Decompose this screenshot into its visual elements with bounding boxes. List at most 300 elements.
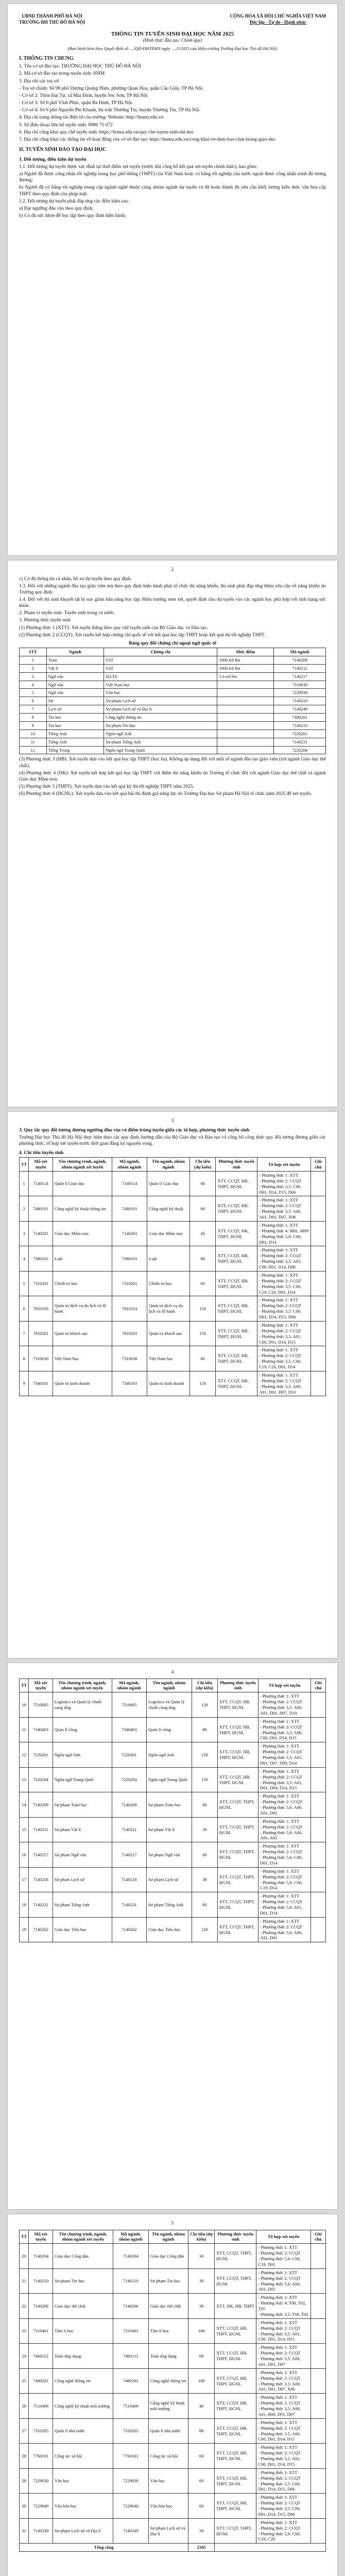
quota-cell: XTT, CCQT, HB, THPT, ĐGNL: [216, 1246, 257, 1272]
quota-cell: - Phương thức 1: XTT - Phương thức 2: CCQT - Phương thức 5,6: A01, D01, D14: [258, 1892, 311, 1918]
certificate-cell: 7220201: [274, 730, 326, 738]
table-row: [20, 1171, 326, 1196]
quota-cell: Công nghệ kỹ thuật thông tin: [53, 1196, 112, 1222]
quota-cell: Sư phạm Tiếng Anh: [53, 1892, 112, 1918]
certificate-cell: Vật lí: [46, 664, 104, 672]
quota-cell: Quản trị kinh doanh: [53, 1371, 112, 1396]
quota-cell: Sư phạm Lịch sử và Địa lí: [53, 2518, 113, 2544]
quota-cell: - Phương thức 1: XTT - Phương thức 2: CCQT - Phương thức 5,6: C00, C19, C20: [256, 2518, 310, 2544]
quota-cell: [310, 2494, 325, 2519]
certificate-table: [19, 648, 326, 754]
quota-cell: XTT, CCQT, HB, THPT, ĐGNL: [216, 1346, 257, 1371]
certificate-cell: [217, 746, 274, 754]
quota-cell: Tâm lí học: [53, 2318, 113, 2344]
quota-cell: 9: [20, 1371, 29, 1396]
quota-cell: 30: [192, 1817, 218, 1842]
page-2-after-lines: [19, 756, 326, 797]
certificate-cell: Lịch sử: [46, 705, 104, 714]
quota-cell: 45: [190, 1221, 216, 1246]
certificate-cell: IELTS: [104, 672, 217, 681]
quota-cell: [311, 1867, 326, 1892]
quota-cell: Luật: [147, 1246, 190, 1272]
quota-cell: [310, 1296, 325, 1321]
quota-cell: 14: [20, 1792, 29, 1818]
table-row: [20, 2268, 326, 2294]
quota-cell: 7310401: [29, 2318, 53, 2344]
quota-cell: - Phương thức 1: XTT - Phương thức 2: CCQT - Phương thức 3,5: A01, C00, D01, D14, D15: [256, 2318, 310, 2344]
quota-cell: Chính trị học: [53, 1271, 112, 1296]
quota-cell: 12: [20, 1742, 29, 1768]
quota-cell: 80: [190, 1246, 216, 1272]
table-row: [20, 2468, 326, 2494]
national-motto: Độc lập - Tự do - Hạnh phúc: [249, 19, 306, 25]
quota-cell: [310, 1321, 325, 1346]
table-row: [20, 2518, 326, 2544]
quota-cell: 60: [192, 1792, 218, 1818]
method-line-0: c) Có đủ thông tin cá nhân, hồ sơ dự tuyển theo quy định.: [19, 576, 132, 582]
quota-cell: XTT, CCQT, THPT, ĐGNL: [215, 2268, 256, 2294]
certificate-cell: SAT: [104, 656, 217, 664]
info-line-10: 7. Địa chỉ công khai các thông tin về hoạt động của cơ sở đào tạo: https://hnmu.edu.vn/cong-khai-ve-dam-bao-chat-luong-giao-duc: [19, 137, 276, 142]
quota-cell: - Phương thức 1: XTT - Phương thức 2: CCQT - Phương thức 5,6: A00, A01, D01: [258, 1917, 311, 1942]
quota-cell: 7480101: [29, 1196, 53, 1222]
certificate-cell: 8: [20, 714, 47, 722]
quota-cell: 13: [20, 1767, 29, 1792]
quota-header-cell: Ghi chú: [311, 1679, 326, 1692]
quota-cell: 7340101: [29, 1371, 53, 1396]
quota-cell: 11: [20, 1717, 29, 1742]
quota-cell: 7340403: [29, 1717, 53, 1742]
quota-cell: 60: [190, 1196, 216, 1222]
quota-cell: 7140206: [113, 2294, 149, 2319]
quota-cell: 31: [20, 2518, 29, 2544]
certificate-cell: [217, 681, 274, 689]
quota-cell: [310, 2244, 325, 2269]
quota-table-part-3: [19, 2230, 326, 2552]
quota-header-cell: Chỉ tiêu (dự kiến): [190, 1158, 216, 1172]
quota-header-cell: Tên ngành, nhóm ngành: [147, 1158, 190, 1172]
certificate-cell: Sư phạm Lịch sử và Địa lí: [104, 705, 217, 714]
quota-cell: 7140209: [29, 1792, 53, 1818]
total-empty: [215, 2544, 326, 2552]
quota-header-cell: Chỉ tiêu (dự kiến): [188, 2230, 215, 2244]
method-line-6: (2) Phương thức 2 (CCQT): Xét tuyển kết hợp chứng chỉ quốc tế với kết quả học tập THPT hoặc kết quả thi tốt nghiệp THPT.: [19, 632, 266, 638]
table-row: [20, 1371, 326, 1396]
criteria-line-0: 1.1. Đối tượng dự tuyển được xác định tại thời điểm xét tuyển (trước khi công bố kết quả xét tuyển chính thức), bao gồm:: [19, 164, 257, 170]
quota-header-cell: Tên chương trình, ngành, nhóm ngành xét tuyển: [53, 2230, 113, 2244]
section-1-heading: I. THÔNG TIN CHUNG: [19, 55, 74, 61]
table-row: [20, 714, 326, 722]
quota-cell: [311, 1767, 326, 1792]
quota-cell: Văn học: [148, 2468, 188, 2494]
quota-cell: [311, 1842, 326, 1868]
quota-cell: [310, 1371, 325, 1396]
quota-cell: 7480201: [113, 2368, 149, 2394]
quota-cell: [310, 1221, 325, 1246]
quota-cell: 30: [188, 2244, 215, 2269]
quota-cell: Ngôn ngữ Anh: [146, 1742, 192, 1768]
quota-cell: 7220201: [29, 1742, 53, 1768]
certificate-cell: [217, 738, 274, 746]
quota-cell: 80: [192, 1717, 218, 1742]
criteria-line-1: a) Người đã được công nhận tốt nghiệp trung học phổ thông (THPT) của Việt Nam hoặc có bằng tốt nghiệp của nước ngoài được công nhận trình độ tương đương;: [19, 172, 326, 183]
quota-cell: Ngôn ngữ Anh: [53, 1742, 112, 1768]
quota-cell: Sư phạm Ngữ văn: [146, 1842, 192, 1868]
document-title: THÔNG TIN TUYỂN SINH ĐẠI HỌC NĂM 2025: [111, 31, 234, 38]
table-row: [20, 721, 326, 730]
quota-cell: XTT, CCQT, THPT, ĐGNL: [217, 1842, 258, 1868]
quota-cell: 7810103: [112, 1296, 147, 1321]
quota-header-cell: Ghi chú: [310, 1158, 325, 1172]
quota-cell: 120: [192, 1917, 218, 1942]
quota-cell: 7: [20, 1321, 29, 1346]
quota-cell: 3: [20, 1221, 29, 1246]
quota-cell: XTT, CCQT, HB, THPT, ĐGNL: [215, 2444, 256, 2469]
quota-cell: Sư phạm Vật lí: [53, 1817, 112, 1842]
quota-cell: Sư phạm Lịch sử và Địa lí: [148, 2518, 188, 2544]
quota-cell: 150: [190, 1296, 216, 1321]
quota-cell: [311, 1817, 326, 1842]
page-2-lines: [19, 576, 326, 638]
quota-cell: - Phương thức 1: XTT - Phương thức 2: CCQT - Phương thức 3,5: C00, D01, D14, D15, D66: [256, 2494, 310, 2519]
quota-cell: XTT, CCQT, HB, THPT, ĐGNL: [215, 2494, 256, 2519]
certificate-cell: 7140211: [274, 664, 326, 672]
quota-cell: 24: [20, 2344, 29, 2369]
table-row: [20, 1917, 326, 1942]
table-row: [20, 2368, 326, 2394]
quota-cell: Logistics và Quản lý chuỗi cung ứng: [146, 1692, 192, 1718]
quota-cell: Toán ứng dụng: [53, 2344, 113, 2369]
quota-cell: 40: [188, 2394, 215, 2419]
table-row: [20, 2294, 326, 2319]
quota-cell: 7229030: [113, 2468, 149, 2494]
quota-cell: XTT, CCQT, THPT, ĐGNL: [217, 1867, 258, 1892]
quota-cell: 7140211: [29, 1817, 53, 1842]
table-row: [20, 730, 326, 738]
page-number: 5: [171, 2221, 174, 2226]
criteria-line-2: b) Người đã có bằng tốt nghiệp trung cấp ngành nghề thuộc cùng nhóm ngành dự tuyển và đã hoàn thành đủ yêu cầu khối lượng kiến thức văn hóa cấp THPT theo quy định của pháp luật.: [19, 185, 326, 197]
quota-cell: 27: [20, 2418, 29, 2444]
quota-table-part-1: [19, 1157, 326, 1396]
certificate-cell: 7140217: [274, 672, 326, 681]
quota-cell: 7140218: [29, 1867, 53, 1892]
quota-cell: 60: [188, 2494, 215, 2519]
quota-cell: 7140217: [29, 1842, 53, 1868]
certificate-cell: Ngữ văn: [46, 681, 104, 689]
table-row: [20, 689, 326, 697]
quota-cell: Sư phạm Toán học: [53, 1792, 112, 1818]
table-row: [20, 1817, 326, 1842]
certificate-cell: Ngữ văn: [46, 689, 104, 697]
issuer-block: [19, 13, 85, 25]
table-row: [20, 2444, 326, 2469]
quota-cell: 7140204: [29, 2244, 53, 2269]
certificate-cell: Sư phạm Tiếng Anh: [104, 738, 217, 746]
table-row: [20, 681, 326, 689]
quota-cell: 7229040: [113, 2494, 149, 2519]
info-line-8: 5. Số điện thoại liên hệ tuyển sinh: 0986 75 072: [19, 122, 113, 128]
table-row: [20, 2244, 326, 2269]
quota-cell: - Phương thức 1: XTT - Phương thức 2: CCQT - Phương thức 3,5: A00, C00, D01, D14, D15: [258, 1717, 311, 1742]
quota-cell: - Phương thức 1: XTT - Phương thức 2: CCQT - Phương thức 3,5: A01, D01, D04, D14, D15: [258, 1767, 311, 1792]
certificate-cell: Ngôn ngữ Trung Quốc: [104, 746, 217, 754]
quota-cell: XTT, CCQT, HB, THPT, ĐGNL: [217, 1742, 258, 1768]
certificate-cell: 11: [20, 738, 47, 746]
quota-cell: Ngôn ngữ Trung Quốc: [53, 1767, 112, 1792]
quota-cell: 7460112: [113, 2344, 149, 2369]
certificate-cell: [217, 689, 274, 697]
quota-cell: 20: [20, 2244, 29, 2269]
quota-cell: 7229040: [29, 2494, 53, 2519]
quota-cell: XTT, CCQT, HB, THPT, ĐGNL: [217, 1692, 258, 1718]
quota-cell: 28: [20, 2444, 29, 2469]
certificate-cell: 5: [20, 689, 47, 697]
quota-cell: 19: [20, 1917, 29, 1942]
certificate-cell: 5.0 trở lên: [217, 672, 274, 681]
info-line-1: 2. Mã cơ sở đào tạo trong tuyển sinh: HNM: [19, 71, 105, 77]
quota-cell: Giáo dục Công dân: [148, 2244, 188, 2269]
quota-cell: - Phương thức 1: XTT - Phương thức 2: CCQT - Phương thức 5,6: C00, C19, D01: [256, 2244, 310, 2269]
quota-header-cell: TT: [20, 1158, 29, 1172]
quota-cell: 8: [20, 1346, 29, 1371]
quota-cell: Tâm lí học: [148, 2318, 188, 2344]
certificate-cell: 7310630: [274, 681, 326, 689]
subsection-4-heading: 4. Chỉ tiêu tuyển sinh: [19, 1150, 64, 1156]
quota-cell: 7380101: [29, 1246, 53, 1272]
quota-table-header: [20, 1679, 326, 1692]
certificate-cell: Tiếng Trung: [46, 746, 104, 754]
quota-table-part-2: [19, 1679, 326, 1943]
quota-cell: 7140210: [113, 2268, 149, 2294]
quota-cell: Văn hóa học: [53, 2494, 113, 2519]
table-row: [20, 1742, 326, 1768]
certificate-cell: Sư phạm Tin học: [104, 721, 217, 730]
info-line-9: 6. Địa chỉ công khai quy chế tuyển sinh: https://hnmu.edu.vn/quy-che-tuyen-sinh-dai-hoc: [19, 129, 194, 135]
quota-header-cell: Ghi chú: [310, 2230, 325, 2244]
quota-cell: XTT, CCQT, HB, THPT, ĐGNL: [216, 1296, 257, 1321]
quota-cell: 7220201: [112, 1742, 146, 1768]
quota-cell: Sư phạm Lịch sử: [146, 1867, 192, 1892]
quota-cell: 60: [192, 1892, 218, 1918]
quota-cell: Giáo dục Tiểu học: [53, 1917, 112, 1942]
document-page-1: [8, 4, 337, 555]
table-row: [20, 1271, 326, 1296]
certificate-cell: Sư phạm Lịch sử: [104, 697, 217, 705]
certificate-cell: Toán: [46, 656, 104, 664]
quota-cell: Giáo dục Công dân: [53, 2244, 113, 2269]
quota-cell: 23: [20, 2318, 29, 2344]
quota-cell: [310, 1246, 325, 1272]
quota-header-cell: TT: [20, 1679, 29, 1692]
quota-cell: Công nghệ kỹ thuật môi trường: [148, 2394, 188, 2419]
table-row: [20, 2394, 326, 2419]
document-subtitle: (Hình thức đào tạo: Chính quy): [143, 38, 202, 43]
table-row: [20, 1296, 326, 1321]
certificate-cell: [217, 714, 274, 722]
quota-cell: 6: [20, 1296, 29, 1321]
quota-cell: Quản trị dịch vụ du lịch và lữ hành: [147, 1296, 190, 1321]
quota-cell: XTT, CCQT, HB, THPT, ĐGNL: [216, 1371, 257, 1396]
quota-cell: 7310205: [113, 2418, 149, 2444]
method-after-line-1: (4) Phương thức 4 (NK): Xét tuyển kết hợp kết quả học tập THPT với điểm thi năng khiếu do Trường tổ chức đối với ngành Giáo dục thể chất và ngành Giáo dục Mầm non.: [19, 770, 326, 782]
quota-cell: - Phương thức 1: XTT - Phương thức 2: CCQT - Phương thức 3,5: A01, C00, D01, D14, D66: [257, 1246, 311, 1272]
table-row: [20, 656, 326, 664]
document-header: [19, 13, 326, 25]
quota-cell: [310, 2318, 325, 2344]
quota-cell: Quản lí nhà nước: [53, 2418, 113, 2444]
section-1-lines: [19, 63, 326, 143]
subsection-1-lines: [19, 164, 326, 219]
certificate-cell: Việt Nam học: [104, 681, 217, 689]
certificate-cell: 4: [20, 681, 47, 689]
certificate-cell: [217, 721, 274, 730]
certificate-cell: Tin học: [46, 714, 104, 722]
quota-cell: XTT, CCQT, HB, THPT, ĐGNL: [216, 1321, 257, 1346]
quota-cell: Sư phạm Toán học: [146, 1792, 192, 1818]
quota-cell: XTT, CCQT, HB, THPT, ĐGNL: [215, 2468, 256, 2494]
quota-header-cell: Tổ hợp xét tuyển: [258, 1679, 311, 1692]
quota-cell: XTT, CCQT, THPT, ĐGNL: [217, 1917, 258, 1942]
quota-cell: Quản lí nhà nước: [148, 2418, 188, 2444]
quota-cell: [311, 1917, 326, 1942]
quota-cell: 7510605: [29, 1692, 53, 1718]
info-line-6: - Cơ sở 4: Số 6 phố Nguyễn Phi Khanh, thị trấn Thường Tín, huyện Thường Tín, TP Hà Nội.: [19, 108, 201, 113]
quota-cell: Công nghệ thông tin: [148, 2368, 188, 2394]
table-1-caption: Bảng quy đổi chứng chỉ ngoại ngữ quốc tế: [128, 640, 217, 646]
quota-cell: Giáo dục thể chất: [53, 2294, 113, 2319]
quota-header-cell: Tên ngành, nhóm ngành: [146, 1679, 192, 1692]
quota-cell: 7760101: [113, 2444, 149, 2469]
subsection-1-heading: 1. Đối tượng, điều kiện dự tuyển: [19, 157, 87, 162]
quota-cell: XTT, CCQT, HB, THPT, ĐGNL: [216, 1271, 257, 1296]
quota-cell: - Phương thức 1: XTT - Phương thức 2: CCQT - Phương thức 5,6: C00, C19, D14: [258, 1867, 311, 1892]
quota-cell: [310, 2418, 325, 2444]
certificate-cell: 3: [20, 672, 47, 681]
table-row: [20, 1717, 326, 1742]
quota-cell: Quản lí công: [146, 1717, 192, 1742]
quota-header-cell: Mã xét tuyển: [29, 1679, 53, 1692]
certificate-header-cell: STT: [20, 648, 47, 656]
certificate-cell: 7480201: [274, 714, 326, 722]
quota-cell: 30: [188, 2268, 215, 2294]
quota-cell: - Phương thức 1: XTT - Phương thức 2: CCQT - Phương thức 3,5: A00, A01, D01, D07, D10: [257, 1371, 311, 1396]
quota-cell: 7310630: [112, 1346, 147, 1371]
total-value: 2345: [188, 2544, 215, 2552]
method-after-line-2: (5) Phương thức 5 (THPT): Xét tuyển dựa vào kết quả kỳ thi tốt nghiệp THPT năm 2025.: [19, 784, 194, 790]
quota-cell: 7140201: [29, 1221, 53, 1246]
quota-cell: 7760101: [29, 2444, 53, 2469]
table-row: [20, 1892, 326, 1918]
quota-cell: 7140210: [29, 2268, 53, 2294]
quota-cell: Công tác xã hội: [148, 2444, 188, 2469]
quota-cell: Logistics và Quản lý chuỗi cung ứng: [53, 1692, 112, 1718]
quota-header-cell: Tổ hợp xét tuyển: [257, 1158, 311, 1172]
certificate-cell: Sử: [46, 697, 104, 705]
certificate-cell: SAT: [104, 664, 217, 672]
quota-cell: 150: [190, 1371, 216, 1396]
quota-cell: XTT, CCQT, HB, THPT, ĐGNL: [215, 2418, 256, 2444]
quota-cell: 7510406: [113, 2394, 149, 2419]
quota-cell: Việt Nam học: [53, 1346, 112, 1371]
certificate-cell: 7229030: [274, 689, 326, 697]
quota-cell: 150: [192, 1742, 218, 1768]
quota-cell: Công nghệ thông tin: [53, 2368, 113, 2394]
certificate-cell: Ngữ văn: [46, 672, 104, 681]
table-row: [20, 1221, 326, 1246]
quota-cell: XTT, CCQT, HB, THPT, ĐGNL: [216, 1171, 257, 1196]
document-page-3: [8, 1112, 337, 1658]
table-row: [20, 1867, 326, 1892]
criteria-line-5: b) Có đủ sức khỏe để học tập theo quy định hiện hành;: [19, 213, 126, 219]
quota-cell: 7140249: [113, 2518, 149, 2544]
table-row: [20, 738, 326, 746]
table-row: [20, 697, 326, 705]
quota-cell: 7810201: [29, 1321, 53, 1346]
quota-cell: Giáo dục Mầm non: [147, 1221, 190, 1246]
quota-cell: 7810103: [29, 1296, 53, 1321]
quota-cell: 7480201: [29, 2368, 53, 2394]
certificate-cell: 2: [20, 664, 47, 672]
quota-cell: [310, 2518, 325, 2544]
quota-cell: - Phương thức 1: XTT - Phương thức 2: CCQT - Phương thức 5,6: A00, A01, D01: [258, 1792, 311, 1818]
method-line-4: 3. Phương thức tuyển sinh: [19, 618, 71, 623]
quota-cell: 4: [20, 1246, 29, 1272]
quota-cell: 22: [20, 2294, 29, 2319]
quota-cell: 7140211: [112, 1817, 146, 1842]
quota-header-cell: Phương thức tuyển sinh: [217, 1679, 258, 1692]
quota-cell: Giáo dục thể chất: [148, 2294, 188, 2319]
info-line-3: - Trụ sở chính: Số 98 phố Dương Quảng Hàm, phường Quan Hoa, quận Cầu Giấy, TP Hà Nội.: [19, 86, 204, 91]
table-row: [20, 664, 326, 672]
quota-cell: 21: [20, 2268, 29, 2294]
certificate-cell: 10: [20, 730, 47, 738]
national-title: CỘNG HÒA XÃ HỘI CHỦ NGHĨA VIỆT NAM: [230, 13, 326, 19]
method-line-5: (1) Phương thức 1 (XTT): Xét tuyển thẳng theo quy chế tuyển sinh của Bộ Giáo dục và Đào tạo.: [19, 625, 208, 631]
quota-cell: - Phương thức 1: XTT - Phương thức 2: CCQT - Phương thức 3,5: A00, A01, D01, D07, X06: [256, 2368, 310, 2394]
quota-table-header: [20, 1158, 326, 1172]
quota-cell: - Phương thức 1: XTT - Phương thức 2: CCQT - Phương thức 3,5: A01, D01, D07, D09, D14: [258, 1742, 311, 1768]
quota-cell: [310, 2468, 325, 2494]
quota-cell: [310, 2294, 325, 2319]
table-row: [20, 2344, 326, 2369]
quota-cell: [310, 2344, 325, 2369]
quota-cell: 15: [20, 1817, 29, 1842]
quota-cell: 7140206: [29, 2294, 53, 2319]
quota-cell: 100: [188, 2318, 215, 2344]
quota-cell: 150: [192, 1767, 218, 1792]
quota-cell: 30: [188, 2294, 215, 2319]
quota-cell: Quản trị khách sạn: [53, 1321, 112, 1346]
quota-header-cell: Mã ngành, nhóm ngành: [113, 2230, 149, 2244]
quota-cell: Sư phạm Tin học: [148, 2268, 188, 2294]
quota-cell: 7340403: [112, 1717, 146, 1742]
quota-cell: Việt Nam học: [147, 1346, 190, 1371]
quota-cell: 7140231: [112, 1892, 146, 1918]
quota-cell: 80: [188, 2418, 215, 2444]
quota-cell: 29: [20, 2468, 29, 2494]
quota-cell: 7140231: [29, 1892, 53, 1918]
quota-total-row: [20, 2544, 326, 2552]
certificate-cell: 1: [20, 656, 47, 664]
quota-cell: - Phương thức 1: XTT - Phương thức 2: CCQT - Phương thức 5,6: C00, D01, D14: [258, 1842, 311, 1868]
certificate-cell: 1000 trở lên: [217, 664, 274, 672]
certificate-cell: Tin học: [46, 721, 104, 730]
document-page-5: [8, 2214, 337, 2576]
certificate-cell: 7140249: [274, 705, 326, 714]
quota-cell: 7140201: [112, 1221, 147, 1246]
quota-cell: 30: [192, 1867, 218, 1892]
quota-cell: - Phương thức 1: XTT - Phương thức 2: CCQT - Phương thức 3,5: A00, A01, D01, D07, X06: [257, 1196, 311, 1222]
